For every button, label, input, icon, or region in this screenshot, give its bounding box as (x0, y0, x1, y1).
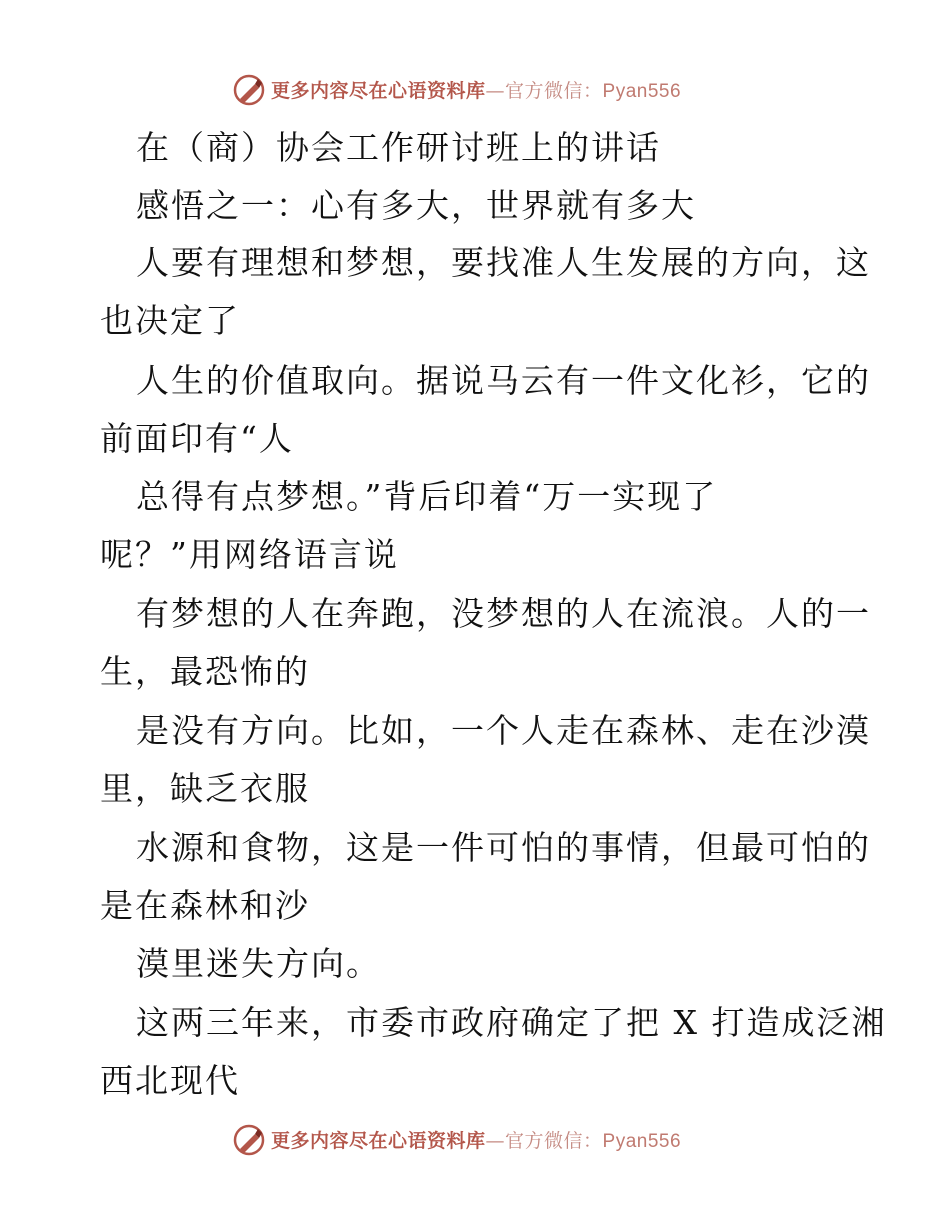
paragraph-line: 西北现代 (100, 1061, 240, 1100)
paragraph-line: 是在森林和沙 (100, 886, 310, 925)
paragraph-line: 是没有方向。比如，一个人走在森林、走在沙漠 (136, 711, 871, 750)
paragraph-line: 有梦想的人在奔跑，没梦想的人在流浪。人的一 (136, 594, 871, 633)
pen-logo-icon (233, 74, 265, 106)
paragraph-line: 漠里迷失方向。 (136, 944, 381, 983)
paragraph-line: 水源和食物，这是一件可怕的事情，但最可怕的 (136, 828, 871, 867)
watermark-separator: —官方微信： (485, 80, 603, 102)
watermark-text (271, 1126, 681, 1153)
paragraph-line: 里，缺乏衣服 (100, 769, 310, 808)
header-watermark (0, 70, 950, 110)
watermark-wechat-id: Pyan556 (602, 81, 682, 102)
paragraph-line: 生，最恐怖的 (100, 652, 310, 691)
paragraph-line: 这两三年来，市委市政府确定了把 X 打造成泛湘 (136, 1003, 887, 1042)
paragraph-line: 人要有理想和梦想，要找准人生发展的方向，这 (136, 243, 871, 282)
watermark-text (271, 76, 681, 103)
paragraph-line: 总得有点梦想。”背后印着“万一实现了 (136, 477, 718, 516)
paragraph-line: 人生的价值取向。据说马云有一件文化衫，它的 (136, 361, 871, 400)
watermark-separator: —官方微信： (485, 1130, 603, 1152)
section-heading: 感悟之一：心有多大，世界就有多大 (136, 186, 696, 225)
pen-logo-icon (233, 1124, 265, 1156)
footer-watermark (0, 1120, 950, 1160)
paragraph-line: 前面印有“人 (100, 419, 294, 458)
watermark-title: 更多内容尽在心语资料库 (271, 1130, 486, 1152)
document-title: 在（商）协会工作研讨班上的讲话 (136, 128, 661, 167)
paragraph-line: 也决定了 (100, 301, 240, 340)
watermark-title: 更多内容尽在心语资料库 (271, 80, 486, 102)
watermark-wechat-id: Pyan556 (602, 1131, 682, 1152)
paragraph-line: 呢？”用网络语言说 (100, 535, 399, 574)
